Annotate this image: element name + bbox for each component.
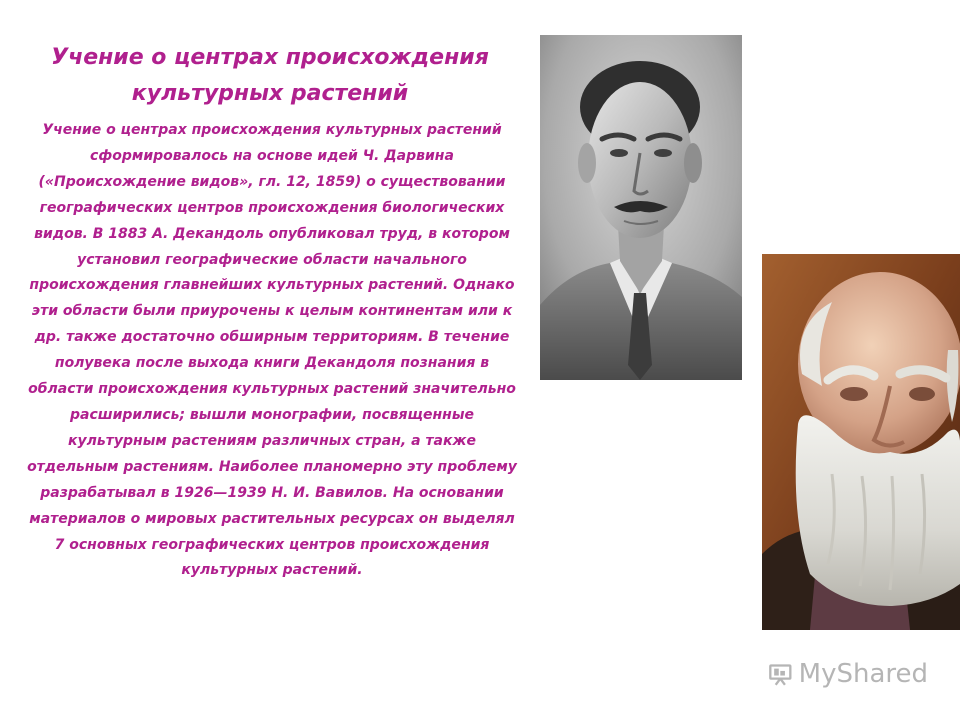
myshared-watermark (768, 656, 928, 692)
watermark-text: MyShared (798, 659, 928, 689)
slide-title: Учение о центрах происхождения культурных растений (51, 45, 489, 106)
portrait-photo-top (540, 35, 742, 380)
portrait-photo-bottom (762, 254, 960, 630)
slide-body-text: Учение о центрах происхождения культурных растений сформировалось на основе идей Ч. Дарвина («Происхождение видов», гл. 12, 1859) о существовании географических центров происхождения биологических видов. В 1883 А. Декандоль опубликовал труд, в котором установил географические области начального происхождения главнейших культурных растений. Однако эти области были приурочены к целым континентам или к др. также достаточно обширным территориям. В течение полувека после выхода книги Декандоля познания в области происхождения культурных растений значительно расширились; вышли монографии, посвященные культурным растениям различных стран, а также отдельным растениям. Наиболее планомерно эту проблему разрабатывал в 1926—1939 Н. И. Вавилов. На основании материалов о мировых растительных ресурсах он выделял 7 основных географических центров происхождения культурных растений. (27, 122, 517, 579)
portrait-illustration-bottom (762, 254, 960, 630)
presentation-board-icon (768, 658, 793, 690)
portrait-illustration-top (540, 35, 742, 380)
